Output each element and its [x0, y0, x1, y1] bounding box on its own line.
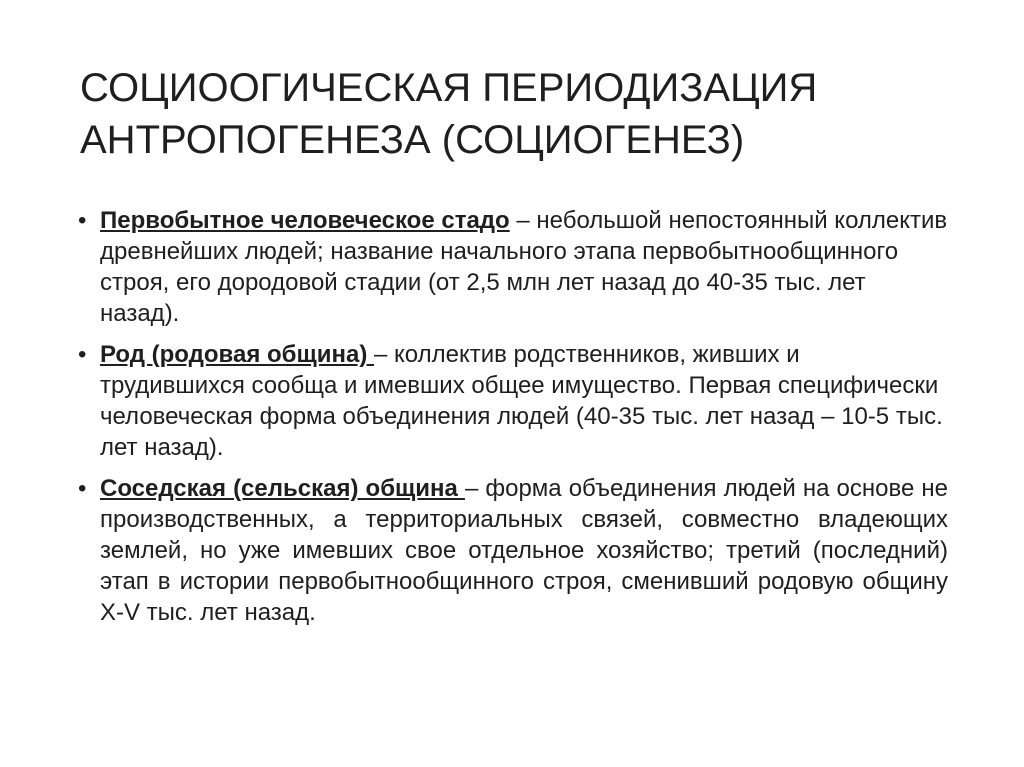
bullet-item-neighbor-community	[78, 473, 948, 628]
term-primitive-herd: Первобытное человеческое стадо	[100, 207, 510, 234]
bullet-icon: •	[78, 341, 87, 368]
title-line-1: СОЦИООГИЧЕСКАЯ ПЕРИОДИЗАЦИЯ	[80, 66, 818, 110]
definition-clan: – коллектив родственников, живших и трудившихся сообща и имевших общее имущество. Первая специфически человеческая форма объединения людей (40-35 тыс. лет назад – 10-5 тыс. лет назад).	[100, 341, 943, 461]
bullet-icon: •	[78, 475, 87, 502]
slide-title	[80, 62, 960, 166]
term-clan: Род (родовая община)	[100, 341, 374, 368]
title-line-2: АНТРОПОГЕНЕЗА (СОЦИОГЕНЕЗ)	[80, 118, 745, 162]
bullet-item-primitive-herd	[78, 205, 948, 329]
term-neighbor-community: Соседская (сельская) община	[100, 475, 465, 502]
definition-primitive-herd: – небольшой непостоянный коллектив древнейших людей; название начального этапа первобытнообщинного строя, его дородовой стадии (от 2,5 млн лет назад до 40-35 тыс. лет назад).	[100, 207, 948, 327]
bullet-item-clan	[78, 339, 948, 463]
definition-neighbor-community: – форма объединения людей на основе не производственных, а территориальных связей, совместно владеющих землей, но уже имевших свое отдельное хозяйство; третий (последний) этап в истории первобытнообщинного строя, сменивший родовую общину X-V тыс. лет назад.	[100, 475, 948, 626]
bullet-list	[78, 205, 948, 638]
bullet-icon: •	[78, 207, 87, 234]
